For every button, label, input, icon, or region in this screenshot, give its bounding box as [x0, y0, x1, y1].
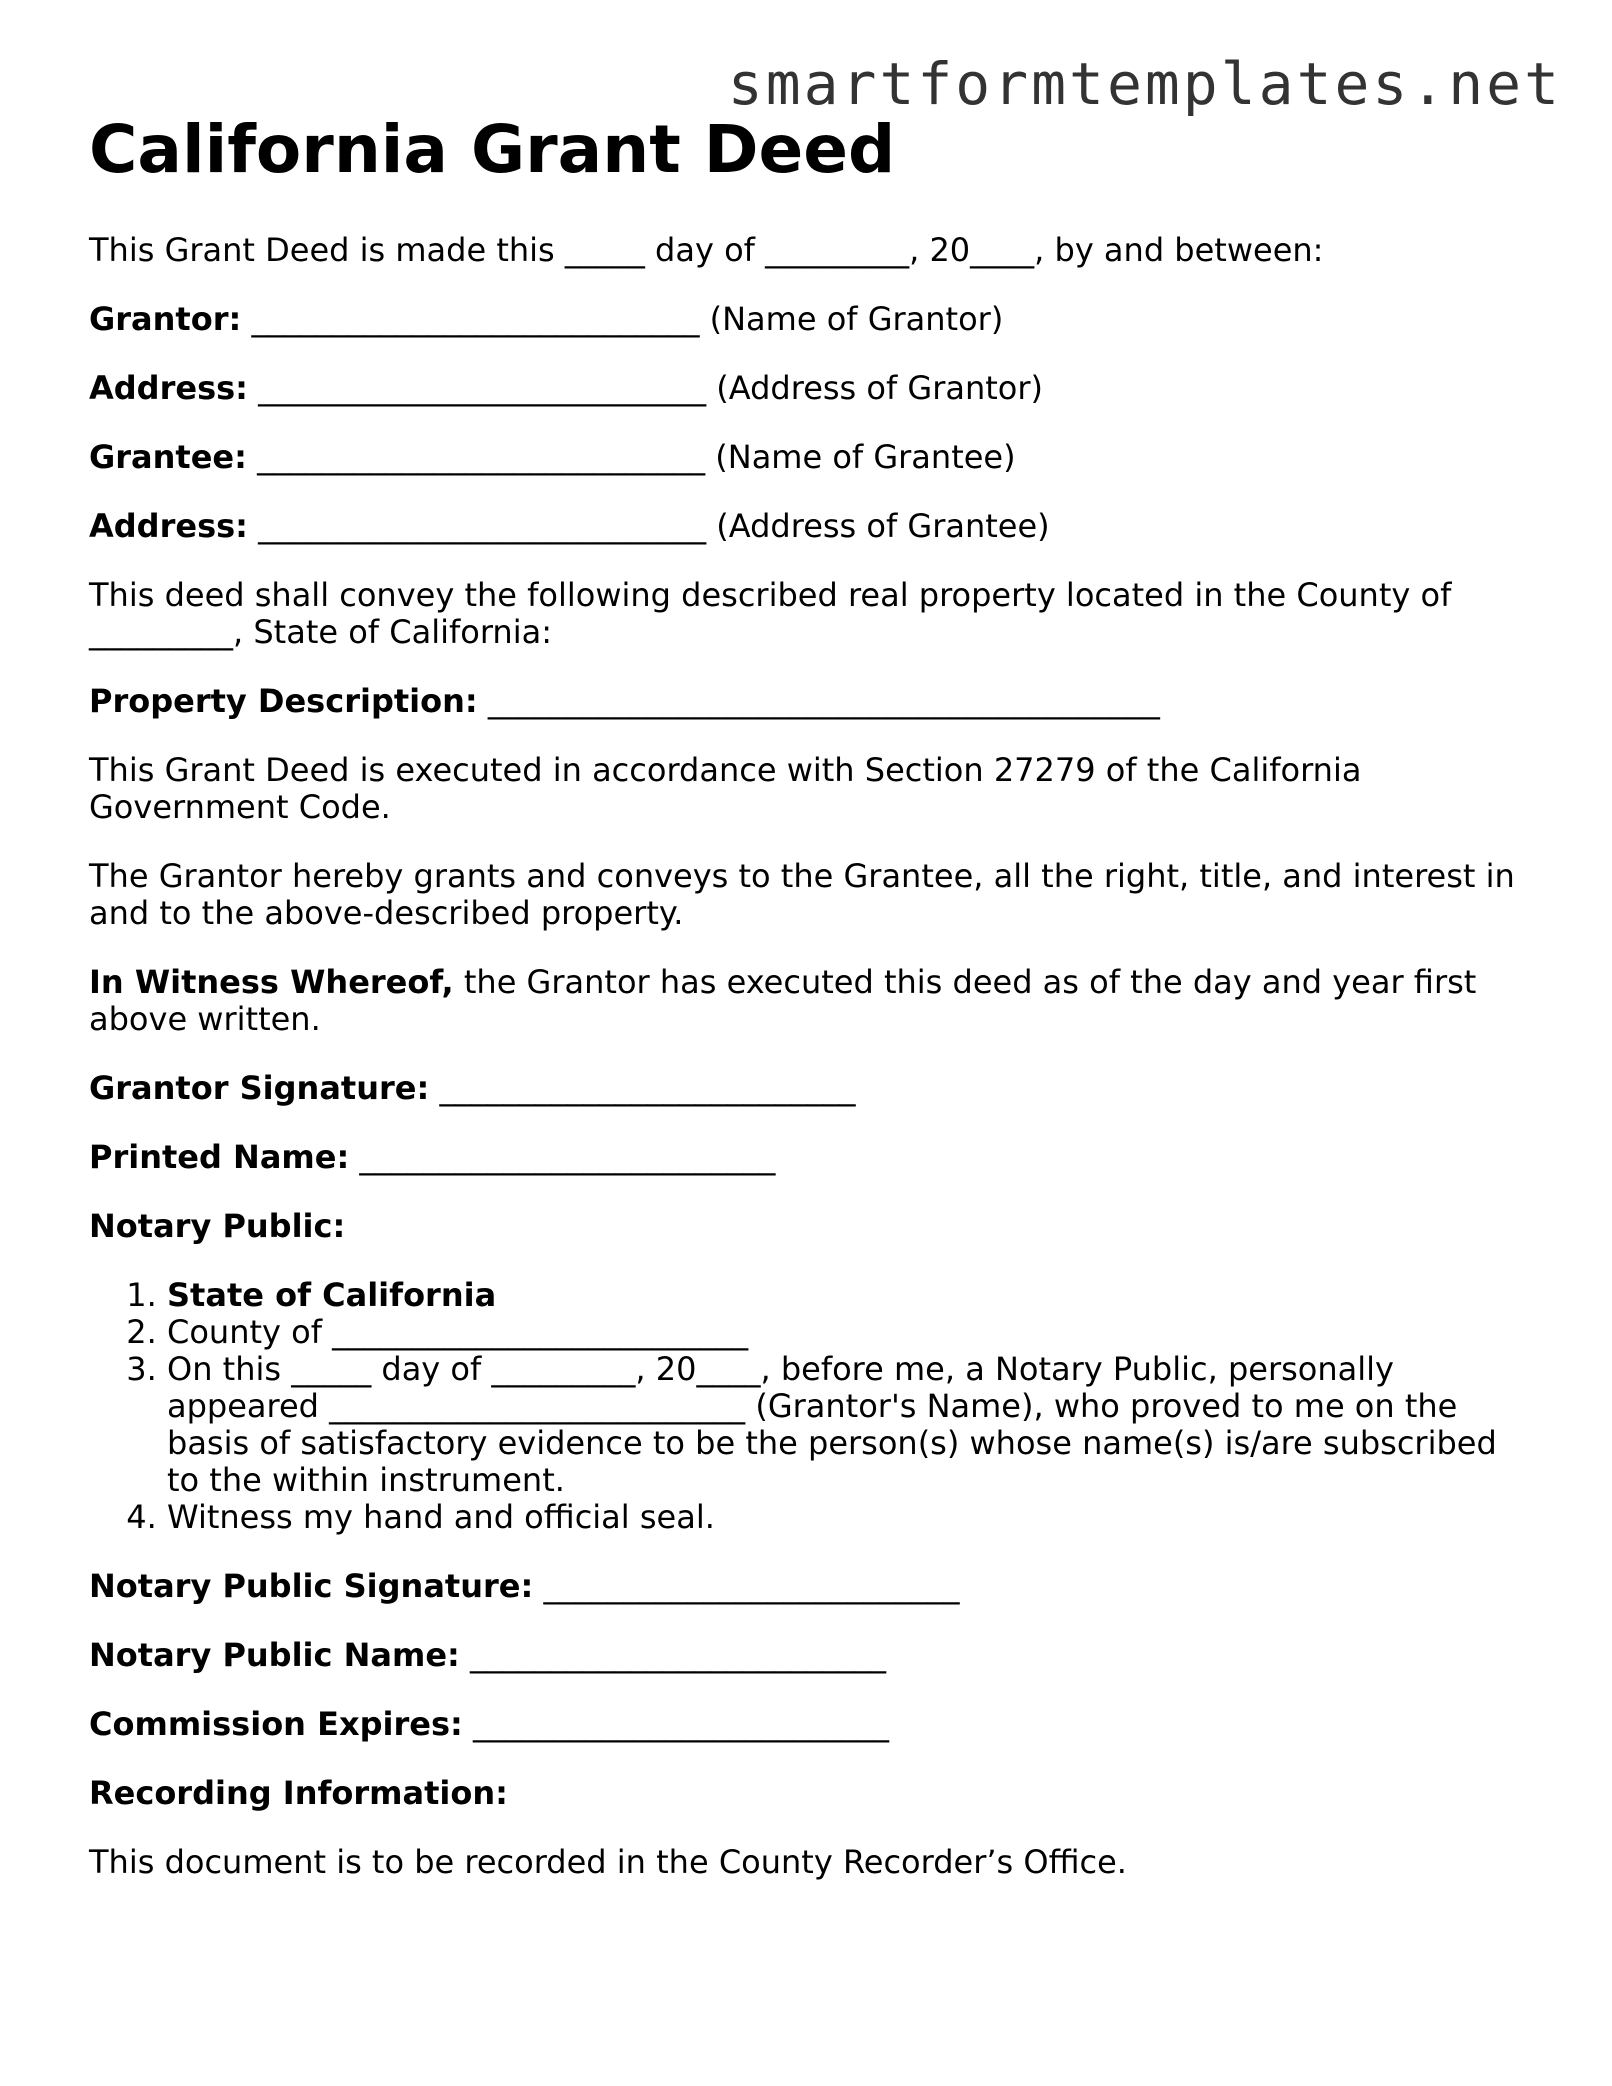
grantee-label: Grantee:: [89, 438, 247, 476]
recording-paragraph: This document is to be recorded in the County Recorder’s Office.: [89, 1843, 1127, 1881]
commission-expires-label: Commission Expires:: [89, 1705, 463, 1743]
notary-signature-line: [89, 1568, 1529, 1605]
grantor-signature-line: [89, 1070, 1529, 1107]
section-paragraph: This Grant Deed is executed in accordance with Section 27279 of the California Government Code.: [89, 751, 1362, 826]
commission-expires-field: __________________________: [462, 1705, 889, 1743]
property-description-label: Property Description:: [89, 682, 478, 720]
witness-paragraph: [89, 964, 1529, 1038]
grantor-address-field: ____________________________ (Address of Grantor): [247, 369, 1044, 407]
grantor-signature-label: Grantor Signature:: [89, 1069, 430, 1107]
notary-name-label: Notary Public Name:: [89, 1636, 460, 1674]
printed-name-field: __________________________: [349, 1138, 776, 1176]
grants-paragraph: The Grantor hereby grants and conveys to the Grantee, all the right, title, and interest in and to the above-described property.: [89, 857, 1515, 932]
intro-paragraph: This Grant Deed is made this _____ day of _________, 20____, by and between:: [89, 231, 1324, 269]
witness-label: In Witness Whereof,: [89, 963, 454, 1001]
notary-list: [89, 1277, 1529, 1536]
notary-list-item: [167, 1277, 1529, 1314]
grantee-field: ____________________________ (Name of Grantee): [246, 438, 1016, 476]
notary-heading-text: Notary Public:: [89, 1207, 346, 1245]
watermark: smartformtemplates.net: [727, 50, 1562, 118]
property-description-line: [89, 683, 1529, 720]
notary-signature-field: __________________________: [533, 1567, 960, 1605]
notary-state: State of California: [167, 1276, 497, 1314]
witness-text: the Grantor has executed this deed as of the day and year first above written.: [89, 963, 1477, 1038]
convey-paragraph: This deed shall convey the following described real property located in the County of _________, State of California:: [89, 576, 1452, 651]
commission-expires-line: [89, 1706, 1529, 1743]
recording-heading: [89, 1775, 1529, 1812]
notary-signature-label: Notary Public Signature:: [89, 1567, 534, 1605]
grantor-signature-field: __________________________: [429, 1069, 856, 1107]
printed-name-line: [89, 1139, 1529, 1176]
grantor-address-line: [89, 370, 1529, 407]
recording-heading-text: Recording Information:: [89, 1774, 508, 1812]
notary-list-item: 4. Witness my hand and official seal.: [167, 1499, 1529, 1536]
notary-name-field: __________________________: [459, 1636, 887, 1674]
grantor-label: Grantor:: [89, 300, 242, 338]
document-page: [89, 112, 1529, 1913]
grantee-address-field: ____________________________ (Address of Grantee): [247, 507, 1050, 545]
grantor-address-label: Address:: [89, 369, 248, 407]
grantee-address-line: [89, 508, 1529, 545]
notary-heading: [89, 1208, 1529, 1245]
grantee-line: [89, 439, 1529, 476]
notary-list-item: 3. On this _____ day of _________, 20____, before me, a Notary Public, personally appeared __________________________ (Grantor's Name), who proved to me on the basis of satisfactory evidence to be the person(s) whose name(s) is/are subscribed to the within instrument.: [167, 1351, 1529, 1499]
printed-name-label: Printed Name:: [89, 1138, 350, 1176]
notary-name-line: [89, 1637, 1529, 1674]
page-title: California Grant Deed: [89, 111, 896, 188]
property-description-field: __________________________________________: [477, 682, 1160, 720]
notary-list-item: 2. County of __________________________: [167, 1314, 1529, 1351]
grantee-address-label: Address:: [89, 507, 248, 545]
grantor-line: [89, 301, 1529, 338]
grantor-field: ____________________________ (Name of Grantor): [241, 300, 1004, 338]
